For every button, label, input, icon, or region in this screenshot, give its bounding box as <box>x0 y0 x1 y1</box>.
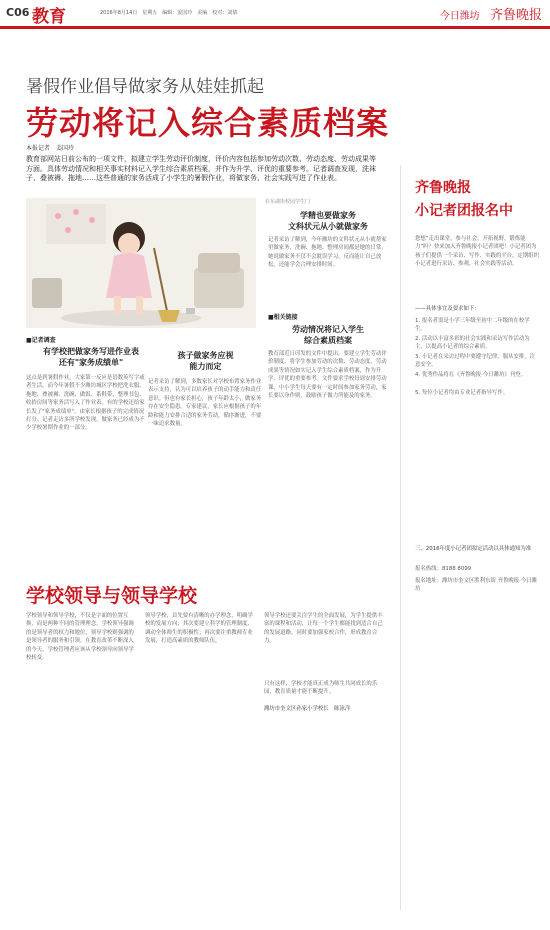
col3-body-2: 教育部近日印发的文件中提出，要建立学生劳动评价制度，将学生参加劳动的次数、劳动态度、劳动成果等情况如实记入学生综合素质档案，作为升学、评优的重要参考。文件要求学校每周安排劳动课，中小学生每天要有一定时间参加家务劳动，家长要以身作则，鼓励孩子做力所能及的家务。 <box>268 351 387 400</box>
sidebar-body: 您想“走出课堂，参与社会，开拓视野，锻炼能力”吗？快来加入齐鲁晚报小记者团吧！小记者团为孩子们提供一个采访、写作、实践的平台，定期组织小记者进行采访、参观、社会实践等活动。 <box>415 236 539 268</box>
sidebar-footer-2: 报名热线：8188 8099 <box>415 566 472 572</box>
paper-slogan: 今日潍坊 <box>439 11 480 22</box>
sidebar-item: 5. 每位小记者均由专业记者指导写作。 <box>415 390 509 396</box>
section-title: 教育 <box>32 7 66 27</box>
reporter-sidebar <box>400 165 546 910</box>
byline: 本报记者 姜国玲 <box>26 145 75 152</box>
col3-headline: 学精也要做家务 文科状元从小就做家务 <box>288 211 368 231</box>
paper-brand <box>440 4 542 23</box>
col1-headline: 有学校把做家务写进作业表 还有"家务成绩单" <box>43 347 139 367</box>
girl-sweeping-illustration <box>26 198 256 328</box>
sidebar-item: 4. 优秀作品将在《齐鲁晚报·今日潍坊》刊登。 <box>415 372 526 378</box>
section2-col1: 学校领导和领导学校，不仅是字面的位置互换，而是两种不同的管理理念。学校领导强调的是领导者的权力和地位，领导学校则强调的是领导者的服务和引领。在教育改革不断深入的今天，学校管理者应该从学校领导向领导学校转变。 <box>26 613 134 662</box>
col3-headline-2: 劳动情况将记入学生 综合素质档案 <box>292 325 364 345</box>
sidebar-list-title: ——具体事宜及要求如下： <box>415 306 480 312</box>
col3-body: 记者采访了解到，今年潍坊的文科状元从小就帮家里做家务，洗碗、拖地、整理房间都是她的日常。她说做家务不仅不会耽误学习，反而能让自己放松，还能学会合理安排时间。 <box>268 237 387 269</box>
col3-tag: ■相关链接 <box>268 314 298 321</box>
col2-headline: 孩子做家务应视 能力而定 <box>177 351 234 371</box>
sidebar-footer-3: 报名地址：潍坊市奎文区胜利东街 齐鲁晚报·今日潍坊 <box>415 578 538 593</box>
header-info: 2016年8月14日 星期五 编辑：姜国玲 美编 校对：刘倩 <box>100 10 238 16</box>
sidebar-item: 3. 小记者在采访过程中要遵守纪律，服从安排，注意安全。 <box>415 354 536 369</box>
page-header <box>0 0 550 29</box>
section2-col4: 只有这样，学校才能真正成为师生共同成长的乐园，教育质量才能不断提升。 <box>264 681 378 696</box>
section2-col3: 领导学校还要关注学生的全面发展，为学生提供丰富的课程和活动，让每一个学生都能找到适合自己的发展道路。同时要加强家校合作，形成教育合力。 <box>264 613 383 645</box>
page-number: C06 <box>6 6 30 19</box>
section2-col2: 领导学校，首先要有清晰的办学理念，明确学校的发展方向；其次要建立科学的管理制度，调动全体师生的积极性；再次要注重教师专业发展，打造高素质的教师队伍。 <box>145 613 253 645</box>
section2-headline: 学校领导与领导学校 <box>26 585 198 607</box>
article-photo <box>26 198 256 328</box>
lead-paragraph: 教育部网站日前公布的一项文件，拟建立学生劳动评价制度，评价内容包括参加劳动次数、劳动态度、劳动成果等方面。具体劳动情况和相关事实材料记入学生综合素质档案，并作为升学、评优的重要参考。记者调查发现，洗袜子、叠被褥、拖地……这些普通的家务活成了小学生的暑假作业，将做家务、社会实践写进了作业表。 <box>26 155 376 182</box>
col1-body: 这点是到暑假作业，大家第一反应是语数英写字或者生活，而今年暑假不少潍坊城区学校把洗衣服、拖地、叠被褥、洗碗、做饭、系鞋带、整理书包、收拾房间等家务活写入了作业表。有的学校还给家长发了"家务成绩单"，由家长根据孩子的完成情况打分。记者走访多所学校发现，做家务已经成为不少学校暑期作业的一部分。 <box>26 375 145 432</box>
main-title: 劳动将记入综合素质档案 <box>26 104 390 142</box>
sidebar-title: 齐鲁晚报 小记者团报名中 <box>415 180 513 219</box>
section2-author: 潍坊市奎文区孙家小学校长 陈泳洋 <box>264 706 351 712</box>
paper-name: 齐鲁晚报 <box>489 8 542 23</box>
col1-tag: ■记者调查 <box>26 337 56 344</box>
pre-title: 暑假作业倡导做家务从娃娃抓起 <box>26 77 264 97</box>
sidebar-item: 2. 活动以丰富多彩的社会实践和采访写作活动为主，以提高小记者的综合素质。 <box>415 336 530 351</box>
sidebar-item: 1. 报名者需是小学三年级至初中二年级的在校学生。 <box>415 318 530 333</box>
photo-caption: 在东湖街校园学生门 <box>265 199 311 205</box>
col2-body: 记者采访了解到，多数家长对学校布置家务作业表示支持，认为可以培养孩子的动手能力和责任意识。但也有家长担心，孩子年龄太小，做家务存在安全隐患。专家建议，家长应根据孩子的年龄和能力安排合适的家务劳动，循序渐进，不要一味追求数量。 <box>148 379 262 428</box>
sidebar-footer-1: 三、2016年度小记者团拟定活动以具体通知为准 <box>415 546 532 552</box>
